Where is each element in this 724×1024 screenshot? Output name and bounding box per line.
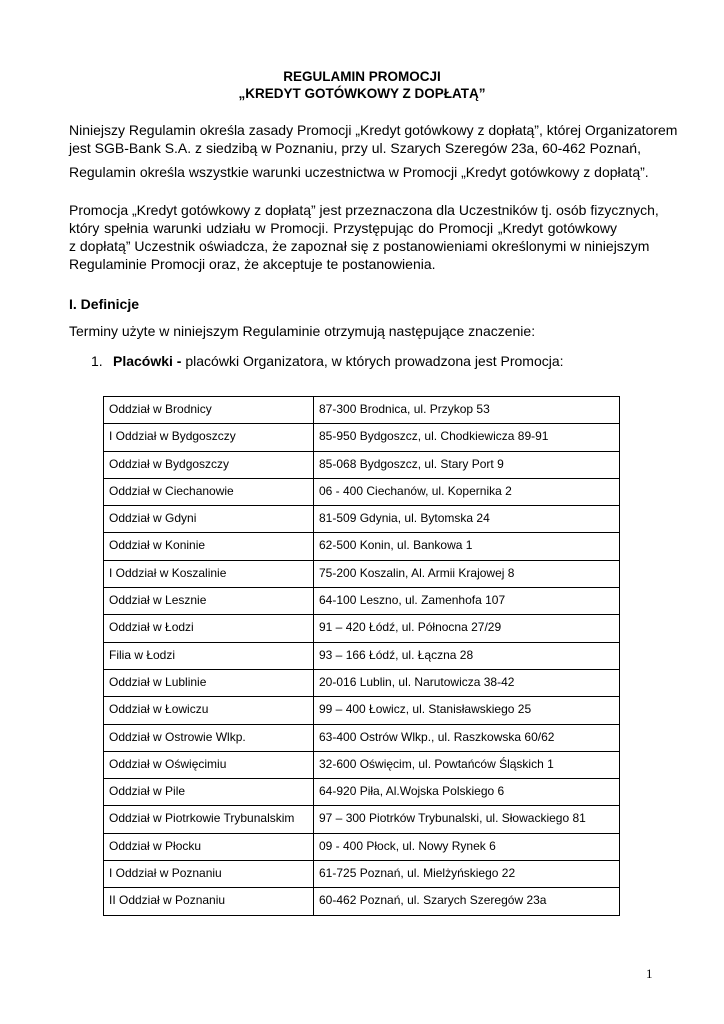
branch-name-cell: Oddział w Gdyni [104, 506, 314, 533]
table-row [104, 478, 620, 505]
participant-paragraph-line: który spełnia warunki udziału w Promocji. Przystępując do Promocji „Kredyt gotówkowy [69, 220, 617, 236]
participant-paragraph-line: Promocja „Kredyt gotówkowy z dopłatą” jest przeznaczona dla Uczestników tj. osób fizycznych, [69, 202, 659, 218]
branches-table [103, 396, 620, 916]
scope-paragraph-line: Regulamin określa wszystkie warunki uczestnictwa w Promocji „Kredyt gotówkowy z dopłatą”. [69, 164, 649, 180]
table-row [104, 888, 620, 915]
definition-item [91, 352, 564, 370]
branch-address-cell: 60-462 Poznań, ul. Szarych Szeregów 23a [314, 888, 620, 915]
branch-address-cell: 87-300 Brodnica, ul. Przykop 53 [314, 397, 620, 424]
branch-address-cell: 81-509 Gdynia, ul. Bytomska 24 [314, 506, 620, 533]
branch-name-cell: Oddział w Ostrowie Wlkp. [104, 724, 314, 751]
branch-address-cell: 75-200 Koszalin, Al. Armii Krajowej 8 [314, 560, 620, 587]
table-row [104, 642, 620, 669]
branch-address-cell: 09 - 400 Płock, ul. Nowy Rynek 6 [314, 833, 620, 860]
intro-paragraph-line: Niniejszy Regulamin określa zasady Promocji „Kredyt gotówkowy z dopłatą”, której Organizatorem [69, 122, 678, 138]
branches-table-body [104, 397, 620, 916]
branch-name-cell: I Oddział w Koszalinie [104, 560, 314, 587]
branch-address-cell: 99 – 400 Łowicz, ul. Stanisławskiego 25 [314, 697, 620, 724]
branch-address-cell: 06 - 400 Ciechanów, ul. Kopernika 2 [314, 478, 620, 505]
table-row [104, 533, 620, 560]
branch-address-cell: 91 – 420 Łódź, ul. Północna 27/29 [314, 615, 620, 642]
branch-name-cell: Oddział w Koninie [104, 533, 314, 560]
table-row [104, 560, 620, 587]
branch-name-cell: Oddział w Bydgoszczy [104, 451, 314, 478]
branch-address-cell: 20-016 Lublin, ul. Narutowicza 38-42 [314, 669, 620, 696]
branch-address-cell: 32-600 Oświęcim, ul. Powtańców Śląskich 1 [314, 751, 620, 778]
table-row [104, 724, 620, 751]
table-row [104, 861, 620, 888]
branch-name-cell: Oddział w Lublinie [104, 669, 314, 696]
table-row [104, 751, 620, 778]
table-row [104, 697, 620, 724]
table-row [104, 669, 620, 696]
branch-address-cell: 85-068 Bydgoszcz, ul. Stary Port 9 [314, 451, 620, 478]
branch-address-cell: 64-100 Leszno, ul. Zamenhofa 107 [314, 588, 620, 615]
table-row [104, 397, 620, 424]
definition-item-text: placówki Organizatora, w których prowadzona jest Promocja: [181, 353, 564, 369]
branch-name-cell: Oddział w Lesznie [104, 588, 314, 615]
intro-paragraph [69, 121, 678, 157]
branch-name-cell: Oddział w Łowiczu [104, 697, 314, 724]
participant-paragraph-line: Regulaminie Promocji oraz, że akceptuje te postanowienia. [69, 256, 436, 272]
definition-item-term: Placówki - [113, 353, 182, 369]
branch-address-cell: 93 – 166 Łódź, ul. Łączna 28 [314, 642, 620, 669]
participant-paragraph-line: z dopłatą” Uczestnik oświadcza, że zapoznał się z postanowieniami określonymi w niniejszym [69, 238, 650, 254]
table-row [104, 424, 620, 451]
branch-name-cell: Oddział w Pile [104, 779, 314, 806]
branch-name-cell: Oddział w Oświęcimiu [104, 751, 314, 778]
table-row [104, 806, 620, 833]
branch-name-cell: Oddział w Brodnicy [104, 397, 314, 424]
branch-name-cell: Oddział w Ciechanowie [104, 478, 314, 505]
table-row [104, 506, 620, 533]
page-number: 1 [646, 966, 653, 981]
terms-intro: Terminy użyte w niniejszym Regulaminie otrzymują następujące znaczenie: [69, 323, 536, 339]
branch-address-cell: 97 – 300 Piotrków Trybunalski, ul. Słowackiego 81 [314, 806, 620, 833]
participant-paragraph [69, 201, 659, 273]
branch-address-cell: 63-400 Ostrów Wlkp., ul. Raszkowska 60/62 [314, 724, 620, 751]
branch-address-cell: 64-920 Piła, Al.Wojska Polskiego 6 [314, 779, 620, 806]
table-row [104, 451, 620, 478]
scope-paragraph [69, 163, 649, 181]
branch-name-cell: Oddział w Piotrkowie Trybunalskim [104, 806, 314, 833]
branch-address-cell: 85-950 Bydgoszcz, ul. Chodkiewicza 89-91 [314, 424, 620, 451]
branch-address-cell: 61-725 Poznań, ul. Mielżyńskiego 22 [314, 861, 620, 888]
table-row [104, 833, 620, 860]
table-row [104, 779, 620, 806]
document-title-line2: „KREDYT GOTÓWKOWY Z DOPŁATĄ” [238, 86, 486, 101]
branch-name-cell: I Oddział w Bydgoszczy [104, 424, 314, 451]
section-heading-definitions: I. Definicje [69, 296, 140, 312]
definition-item-number: 1. [91, 353, 103, 369]
branch-name-cell: Oddział w Łodzi [104, 615, 314, 642]
branch-name-cell: II Oddział w Poznaniu [104, 888, 314, 915]
table-row [104, 615, 620, 642]
branch-name-cell: I Oddział w Poznaniu [104, 861, 314, 888]
branch-name-cell: Oddział w Płocku [104, 833, 314, 860]
branch-name-cell: Filia w Łodzi [104, 642, 314, 669]
branch-address-cell: 62-500 Konin, ul. Bankowa 1 [314, 533, 620, 560]
document-title-line1: REGULAMIN PROMOCJI [283, 69, 441, 84]
table-row [104, 588, 620, 615]
intro-paragraph-line: jest SGB-Bank S.A. z siedzibą w Poznaniu, przy ul. Szarych Szeregów 23a, 60-462 Poznań, [69, 140, 641, 156]
